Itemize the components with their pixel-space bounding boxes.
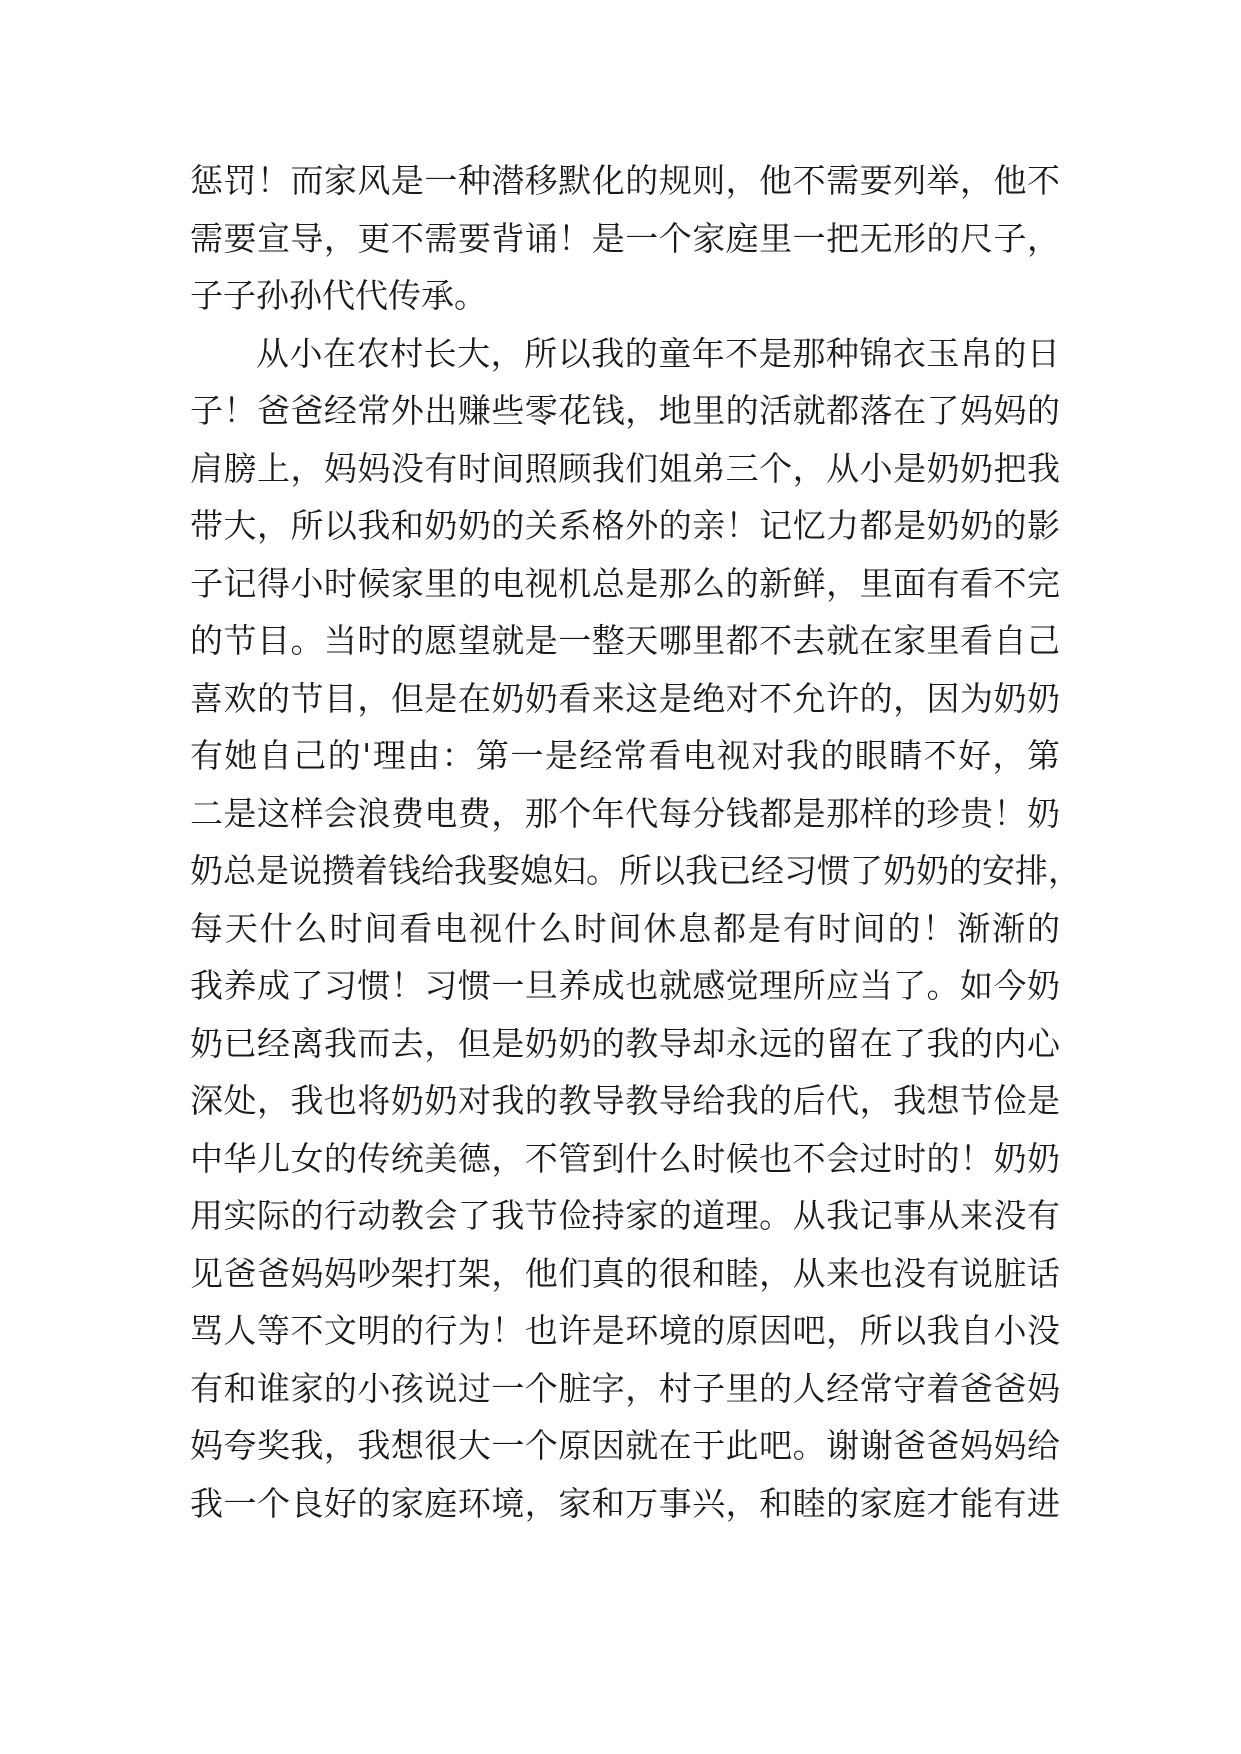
text-line: 用实际的行动教会了我节俭持家的道理。从我记事从来没有 bbox=[190, 1196, 1060, 1235]
text-line: 惩罚！而家风是一种潜移默化的规则，他不需要列举，他不 bbox=[190, 161, 1060, 200]
text-line: 的节目。当时的愿望就是一整天哪里都不去就在家里看自己 bbox=[190, 621, 1060, 660]
text-line: 骂人等不文明的行为！也许是环境的原因吧，所以我自小没 bbox=[190, 1311, 1060, 1350]
text-line: 肩膀上，妈妈没有时间照顾我们姐弟三个，从小是奶奶把我 bbox=[190, 448, 1060, 488]
text-line: 二是这样会浪费电费，那个年代每分钱都是那样的珍贵！奶 bbox=[190, 793, 1060, 833]
text-line: 中华儿女的传统美德，不管到什么时候也不会过时的！奶奶 bbox=[190, 1138, 1060, 1178]
paragraph-first-line: 从小在农村长大，所以我的童年不是那种锦衣玉帛的日 bbox=[256, 333, 1060, 373]
text-line: 喜欢的节目，但是在奶奶看来这是绝对不允许的，因为奶奶 bbox=[190, 678, 1060, 718]
text-line: 每天什么时间看电视什么时间休息都是有时间的！渐渐的 bbox=[190, 908, 1060, 948]
text-line: 我养成了习惯！习惯一旦养成也就感觉理所应当了。如今奶 bbox=[190, 966, 1060, 1005]
text-line: 有她自己的'理由：第一是经常看电视对我的眼睛不好，第 bbox=[190, 736, 1060, 775]
text-line: 我一个良好的家庭环境，家和万事兴，和睦的家庭才能有进 bbox=[190, 1483, 1060, 1523]
text-line: 需要宣导，更不需要背诵！是一个家庭里一把无形的尺子， bbox=[190, 218, 1060, 258]
text-line: 子！爸爸经常外出赚些零花钱，地里的活就都落在了妈妈的 bbox=[190, 391, 1060, 430]
text-line: 带大，所以我和奶奶的关系格外的亲！记忆力都是奶奶的影 bbox=[190, 506, 1060, 545]
text-line: 子记得小时候家里的电视机总是那么的新鲜，里面有看不完 bbox=[190, 563, 1060, 603]
text-line: 子子孙孙代代传承。 bbox=[190, 276, 487, 315]
text-line: 奶总是说攒着钱给我娶媳妇。所以我已经习惯了奶奶的安排， bbox=[190, 851, 1081, 890]
text-line: 见爸爸妈妈吵架打架，他们真的很和睦，从来也没有说脏话 bbox=[190, 1253, 1060, 1293]
text-line: 有和谁家的小孩说过一个脏字，村子里的人经常守着爸爸妈 bbox=[190, 1368, 1060, 1408]
text-line: 奶已经离我而去，但是奶奶的教导却永远的留在了我的内心 bbox=[190, 1023, 1060, 1063]
body-text bbox=[190, 152, 1081, 1532]
text-line: 妈夸奖我，我想很大一个原因就在于此吧。谢谢爸爸妈妈给 bbox=[190, 1426, 1060, 1465]
text-line: 深处，我也将奶奶对我的教导教导给我的后代，我想节俭是 bbox=[190, 1081, 1060, 1120]
